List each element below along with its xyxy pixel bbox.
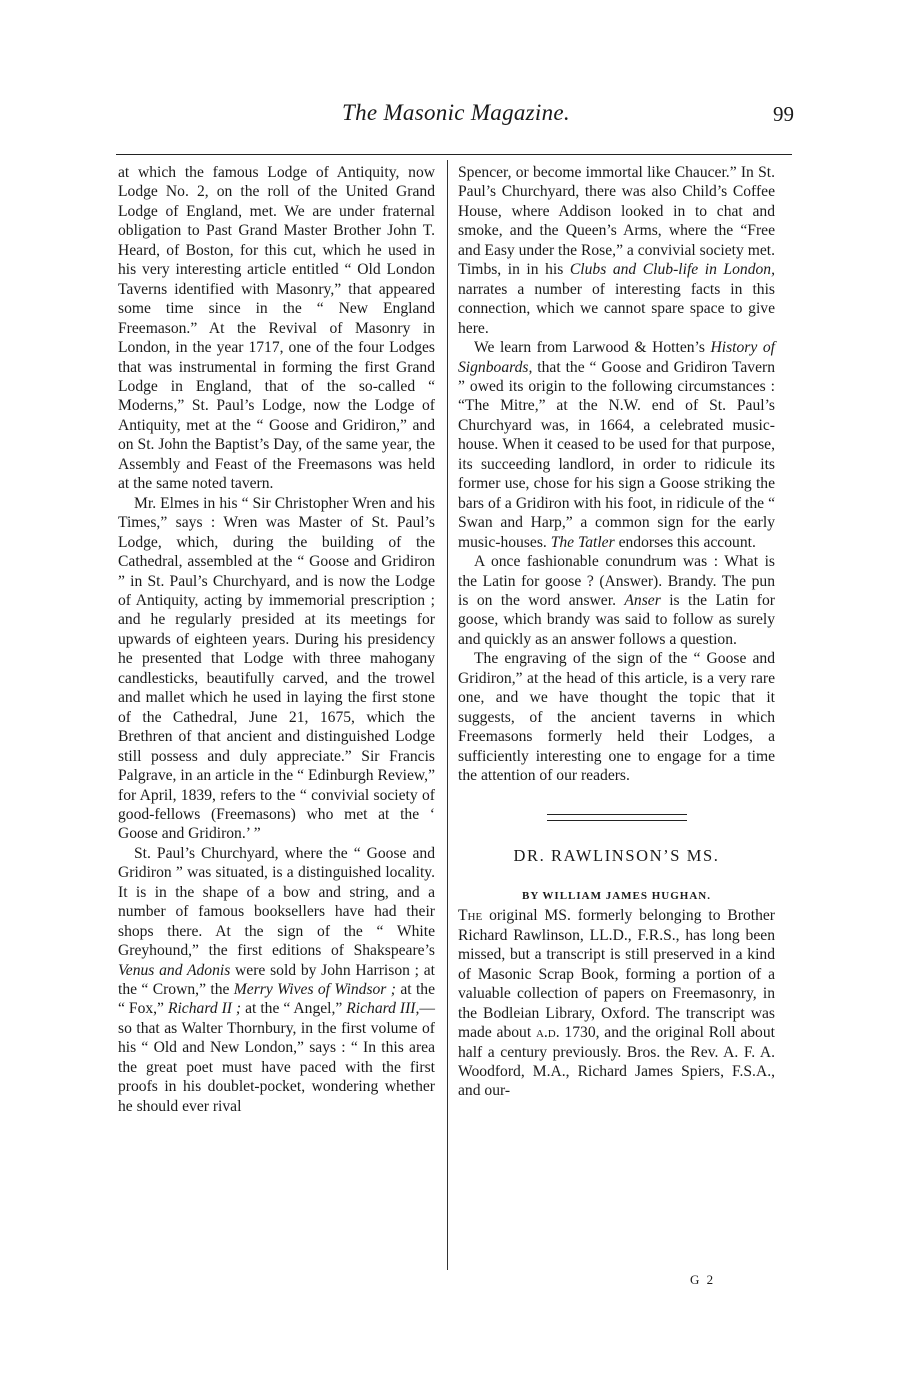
text-run: We learn from Larwood & Hotten’s	[474, 339, 711, 357]
text-run: Spencer, or become immortal like Chaucer.” In St. Paul’s Churchyard, there was also Child’s Coffee House, where Addison looked in to chat and smoke, and the Queen’s Arms, where the “Free and Easy under the Rose,” a convivial society met. Timbs, in in his	[458, 164, 775, 279]
text-run: endorses this account.	[614, 533, 756, 551]
byline: BY WILLIAM JAMES HUGHAN.	[521, 889, 712, 902]
italic-title: Richard III,	[346, 1000, 420, 1018]
italic-title: Merry Wives of Windsor ;	[233, 981, 396, 999]
page-number: 99	[773, 102, 794, 126]
text-run: at the “ Fox,”	[118, 981, 436, 1018]
text-run: St. Paul’s Churchyard, where the “ Goose and Gridiron ” was situated, is a distinguished locality. It is in the shape of a bow and string, and a number of famous booksellers have had their shops there. At the sign of the “ White Greyhound,” the first editions of Shakspeare’s	[118, 844, 435, 960]
era-abbreviation: a.d.	[535, 1024, 560, 1042]
left-column	[118, 163, 435, 1116]
header-rule	[116, 154, 792, 155]
italic-title: Venus and Adonis	[118, 961, 231, 979]
running-head	[118, 100, 794, 134]
italic-title: Clubs and Club-life in London,	[569, 261, 775, 279]
signature-mark: G 2	[690, 1272, 716, 1287]
right-column	[458, 163, 775, 1101]
running-title: The Masonic Magazine.	[342, 100, 570, 125]
paragraph	[458, 163, 775, 338]
text-run: original MS. formerly belonging to Brother Richard Rawlinson, LL.D., F.R.S., has long been missed, but a transcript is still preserved in a kind of Masonic Scrap Book, forming a portion of a valuable collection of papers on Freemasonry, in the Bodleian Library, Oxford. The transcript was made about	[458, 907, 775, 1042]
text-run: narrates a number of interesting facts in this connection, which we cannot spare space to give here.	[458, 280, 775, 337]
text-run: A once fashionable conundrum was : What is the Latin for goose ? (Answer). Brandy. The pun is on the word answer.	[458, 553, 775, 609]
text-run: —so that as Walter Thornbury, in the first volume of his “ Old and New London,” says : “ In this area the great poet must have paced with the first proofs in his doublet-pocket, wondering whether he should ever rival	[118, 1000, 435, 1115]
italic-title: History of Signboards,	[458, 339, 775, 376]
paragraph: at which the famous Lodge of Antiquity, now Lodge No. 2, on the roll of the United Grand Lodge of England, met. We are under fraternal obligation to Past Grand Master Brother John T. Heard, of Boston, for this cut, which he used in his very interesting article entitled “ Old London Taverns identified with Masonry,” that appeared some time since in the “ New England Freemason.” At the Revival of Masonry in London, in the year 1717, one of the four Lodges that was instrumental in forming the first Grand Lodge in England, that of the so-called “ Moderns,” St. Paul’s Lodge, now the Lodge of Antiquity, met at the “ Goose and Gridiron,” and on St. John the Baptist’s Day, of the same year, the Assembly and Feast of the Freemasons was held at the same noted tavern.	[118, 164, 435, 493]
text-run: at the “ Angel,”	[241, 1000, 347, 1018]
italic-title: Richard II ;	[167, 1000, 242, 1018]
column-divider	[447, 160, 448, 1270]
lead-word: The	[458, 907, 483, 925]
text-run: 1730, and the original Roll about half a century previously. Bros. the Rev. A. F. A. Woodford, M.A., Richard James Spiers, F.S.A., and our-	[458, 1024, 775, 1100]
paragraph	[118, 844, 435, 1116]
paragraph	[458, 906, 775, 1101]
paragraph	[458, 338, 775, 552]
italic-word: Anser	[624, 591, 661, 609]
text-run: that the “ Goose and Gridiron Tavern ” owed its origin to the following circumstances : “The Mitre,” at the N.W. end of St. Paul’s Churchyard was, in 1664, a celebrated music-house. When it ceased to be used for that purpose, its succeeding landlord, in order to ridicule its former use, chose for his sign a Goose striking the bars of a Gridiron with his foot, in ridicule of the “ Swan and Harp,” a common sign for the early music-houses.	[458, 358, 775, 551]
section-title: DR. RAWLINSON’S MS.	[513, 845, 720, 865]
section-rule	[547, 814, 687, 821]
paragraph: The engraving of the sign of the “ Goose and Gridiron,” at the head of this article, is a very rare one, and we have thought the topic that it suggests, of the ancient taverns in which Freemasons formerly held their Lodges, a sufficiently interesting one to engage for a time the attention of our readers.	[458, 650, 775, 785]
text-run: is the Latin for goose, which brandy was said to follow as surely and quickly as an answer follows a question.	[458, 591, 775, 648]
paragraph: Mr. Elmes in his “ Sir Christopher Wren and his Times,” says : Wren was Master of St. Paul’s Lodge, which, during the building of the Cathedral, assembled at the “ Goose and Gridiron ” in St. Paul’s Churchyard, and is now the Lodge of Antiquity, acting by immemorial prescription ; and he regularly presided at its meetings for upwards of eighteen years. During his presidency he presented that Lodge with three mahogany candlesticks, beautifully carved, and the trowel and mallet which he used in laying the first stone of the Cathedral, June 21, 1675, which the Brethren of that ancient and distinguished Lodge still possess and duly appreciate.” Sir Francis Palgrave, in an article in the “ Edinburgh Review,” for April, 1839, refers to the “ convivial society of good-fellows (Freemasons) who met at the ‘ Goose and Gridiron.’ ”	[118, 494, 435, 843]
text-run: were sold by John Harrison ; at the “ Crown,” the	[118, 961, 435, 999]
paragraph	[458, 552, 775, 649]
italic-title: The Tatler	[550, 533, 615, 551]
